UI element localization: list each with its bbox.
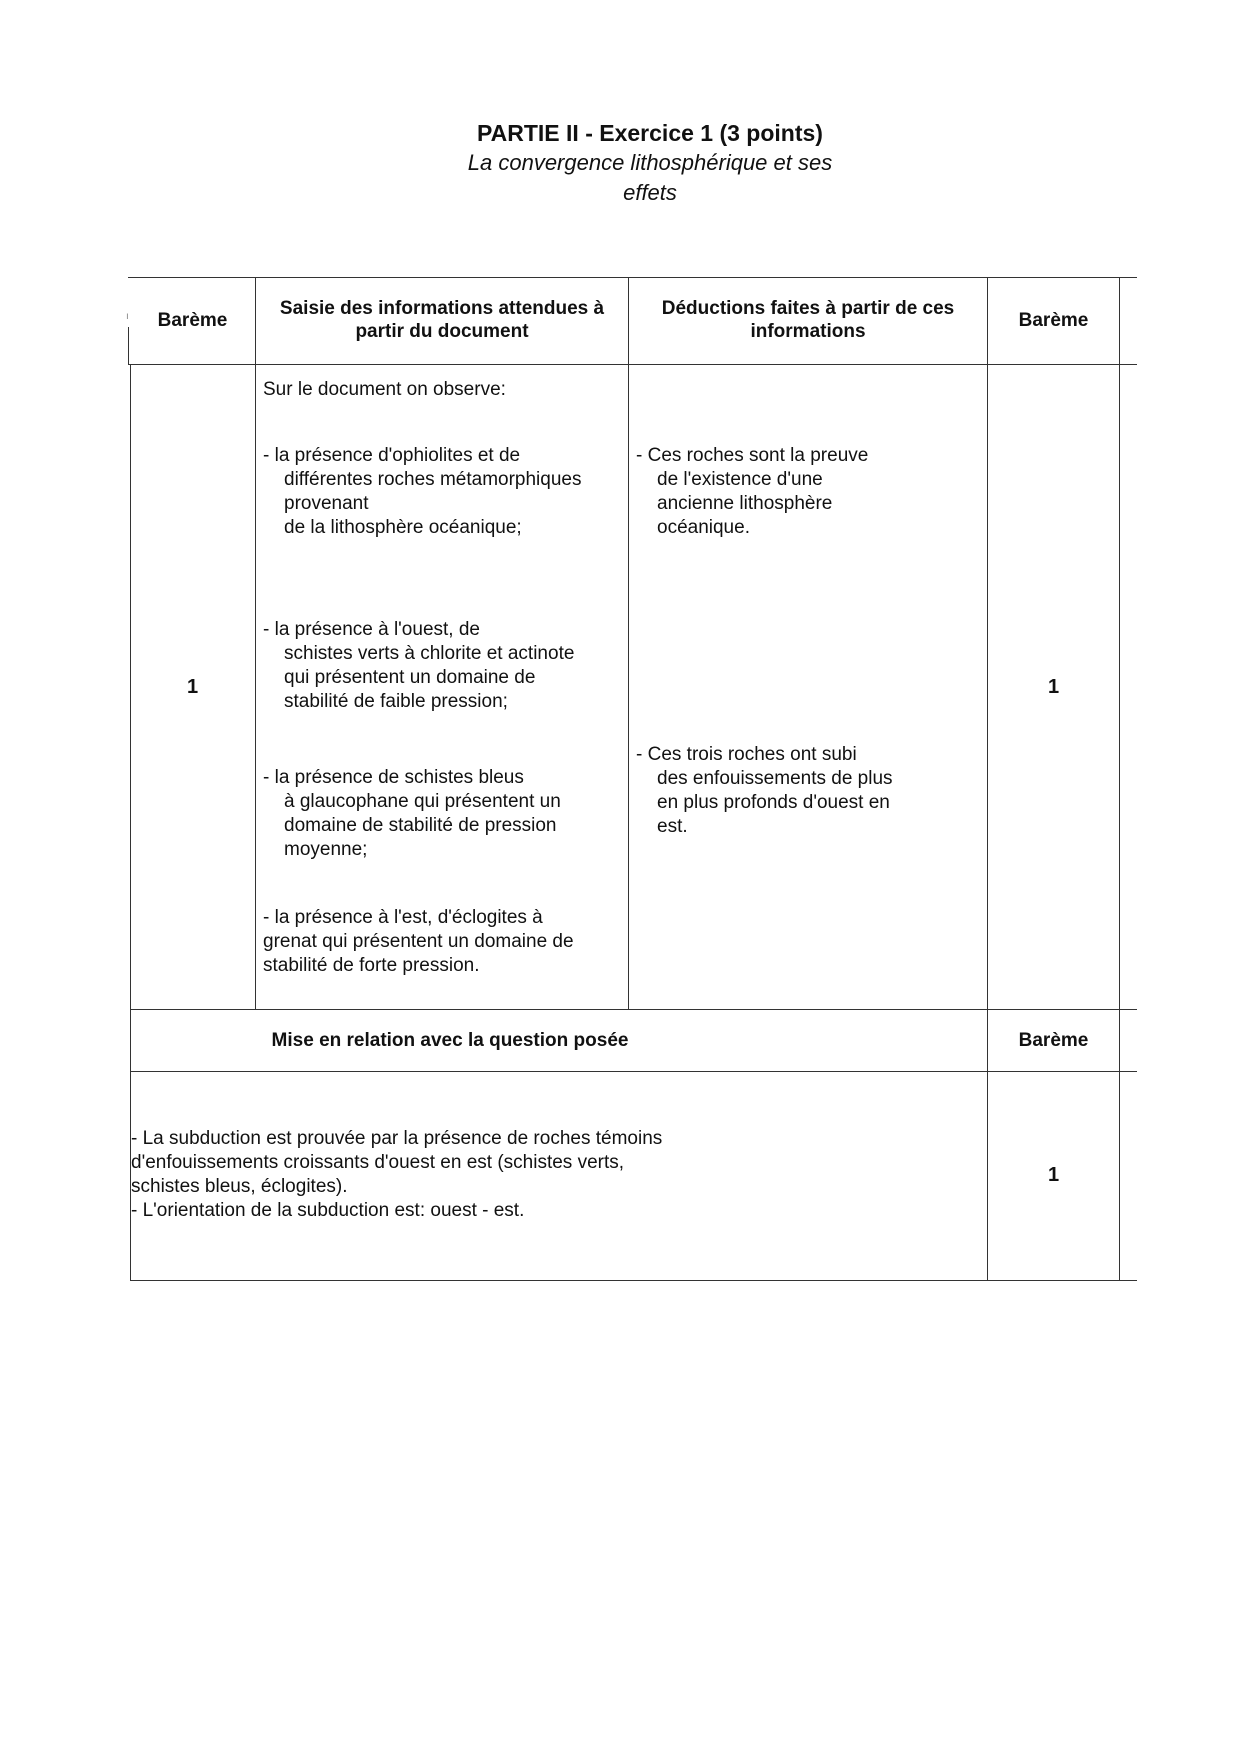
- deduction-line: océanique.: [657, 517, 750, 538]
- relation-line: - L'orientation de la subduction est: ouest - est.: [131, 1200, 525, 1221]
- deduction-line: de l'existence d'une: [657, 469, 823, 490]
- saisie-line: - la présence de schistes bleus: [263, 767, 524, 788]
- deduction-item-enfouissements: [636, 743, 893, 839]
- header-bareme-right: Barème: [1018, 310, 1089, 331]
- deduction-line: - Ces trois roches ont subi: [636, 744, 857, 765]
- saisie-line: à glaucophane qui présentent un: [284, 791, 561, 812]
- col-divider-2: [628, 277, 629, 1009]
- header-saisie: Saisie des informations attendues à partir du document: [279, 298, 605, 342]
- left-border-fragment: [128, 327, 129, 364]
- col-divider-3: [987, 277, 988, 1280]
- title-block: [440, 118, 860, 208]
- deduction-line: ancienne lithosphère: [657, 493, 833, 514]
- table-bottom-border: [130, 1280, 1137, 1281]
- page-title: PARTIE II - Exercice 1 (3 points): [477, 120, 823, 146]
- relation-line: schistes bleus, éclogites).: [131, 1176, 348, 1197]
- saisie-line: schistes verts à chlorite et actinote: [284, 643, 575, 664]
- table-right-border: [1119, 277, 1120, 1280]
- relation-bareme-header: Barème: [1018, 1030, 1089, 1051]
- page-subtitle-line-1: La convergence lithosphérique et ses: [467, 150, 833, 175]
- main-row-border: [130, 1009, 1137, 1010]
- saisie-intro: Sur le document on observe:: [263, 379, 506, 400]
- score-left: 1: [186, 676, 199, 698]
- relation-header: Mise en relation avec la question posée: [271, 1030, 629, 1051]
- saisie-line: - la présence d'ophiolites et de: [263, 445, 521, 466]
- saisie-item-eclogites: [263, 906, 574, 978]
- saisie-line: domaine de stabilité de pression: [284, 815, 557, 836]
- relation-header-border: [130, 1071, 1137, 1072]
- saisie-line: grenat qui présentent un domaine de: [263, 931, 574, 952]
- header-deductions: Déductions faites à partir de ces informations: [661, 298, 955, 342]
- saisie-line: de la lithosphère océanique;: [284, 517, 522, 538]
- saisie-line: différentes roches métamorphiques: [284, 469, 582, 490]
- saisie-item-ophiolites: [263, 444, 581, 540]
- header-row-border: [128, 364, 1137, 365]
- header-bareme-left: Barème: [157, 310, 228, 331]
- saisie-line: - la présence à l'ouest, de: [263, 619, 480, 640]
- relation-line: d'enfouissements croissants d'ouest en est (schistes verts,: [131, 1152, 625, 1173]
- scan-mark: ı: [126, 311, 129, 322]
- deduction-line: - Ces roches sont la preuve: [636, 445, 869, 466]
- saisie-line: stabilité de forte pression.: [263, 955, 480, 976]
- saisie-item-schistes-bleus: [263, 766, 561, 862]
- saisie-line: qui présentent un domaine de: [284, 667, 536, 688]
- relation-text: [131, 1127, 662, 1223]
- relation-score: 1: [1047, 1164, 1060, 1186]
- table-top-border: [128, 277, 1137, 278]
- deduction-line: est.: [657, 816, 688, 837]
- saisie-line: moyenne;: [284, 839, 368, 860]
- deduction-line: en plus profonds d'ouest en: [657, 792, 890, 813]
- col-divider-1: [255, 277, 256, 1009]
- saisie-line: provenant: [284, 493, 369, 514]
- page-subtitle-line-2: effets: [623, 180, 677, 205]
- deduction-line: des enfouissements de plus: [657, 768, 893, 789]
- deduction-item-ophiolites: [636, 444, 868, 540]
- saisie-line: - la présence à l'est, d'éclogites à: [263, 907, 543, 928]
- score-right: 1: [1047, 676, 1060, 698]
- saisie-line: stabilité de faible pression;: [284, 691, 508, 712]
- saisie-item-schistes-verts: [263, 618, 574, 714]
- relation-line: - La subduction est prouvée par la présence de roches témoins: [131, 1128, 663, 1149]
